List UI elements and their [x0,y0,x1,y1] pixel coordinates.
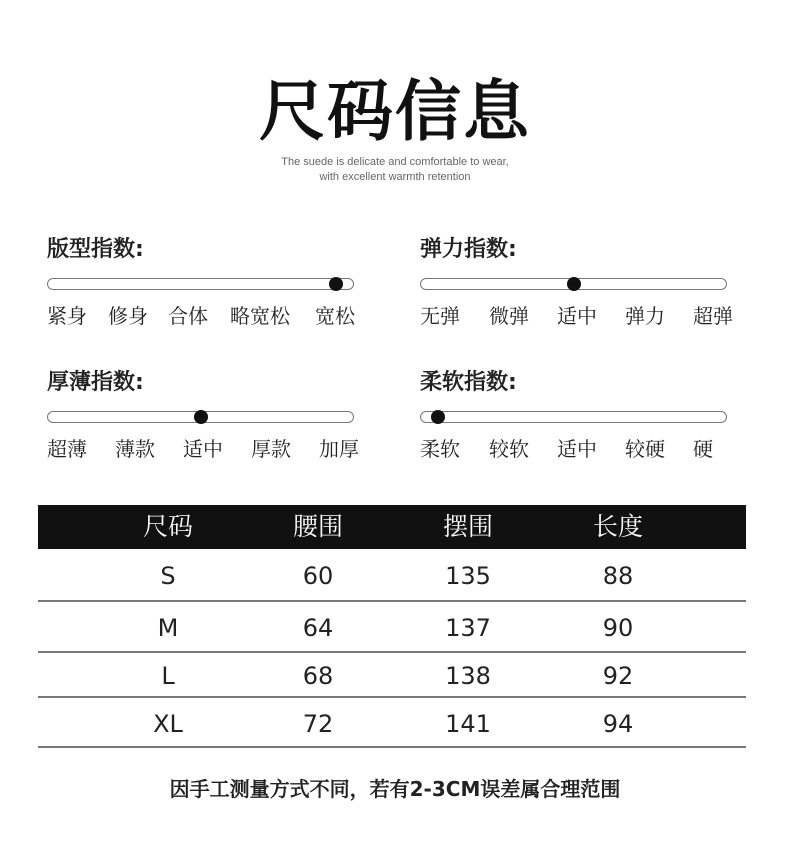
elasticity-option: 弹力 [625,304,665,328]
elasticity-index [420,234,740,328]
thickness-option: 加厚 [319,437,359,461]
elasticity-option: 适中 [557,304,597,328]
header-size: 尺码 [142,512,193,541]
table-row [38,653,746,698]
fit-option: 宽松 [315,304,355,328]
cell-waist: 64 [302,614,334,642]
table-row [38,549,746,602]
page-title: 尺码信息 [259,73,531,150]
measurement-note: 因手工测量方式不同，若有2-3CM误差属合理范围 [169,777,621,801]
cell-hem: 138 [445,662,491,690]
softness-index [420,367,740,461]
cell-length: 88 [602,562,634,590]
cell-length: 90 [602,614,634,642]
cell-waist: 60 [302,562,334,590]
cell-length: 94 [602,710,634,738]
softness-option: 硬 [693,437,713,461]
elasticity-index-options [420,300,740,328]
cell-hem: 137 [445,614,491,642]
elasticity-index-marker [567,277,581,291]
fit-index-options [47,300,367,328]
thickness-option: 厚款 [251,437,291,461]
softness-option: 柔软 [420,437,460,461]
elasticity-option: 超弹 [693,304,733,328]
fit-index-scale [47,278,354,290]
thickness-index [47,367,367,461]
header-waist: 腰围 [292,512,343,541]
fit-option: 合体 [168,304,208,328]
softness-option: 较硬 [625,437,665,461]
softness-index-track [420,411,727,423]
softness-option: 较软 [489,437,529,461]
elasticity-index-scale [420,278,727,290]
thickness-index-label: 厚薄指数: [47,370,144,395]
cell-size: S [160,562,176,590]
fit-index-marker [329,277,343,291]
cell-waist: 68 [302,662,334,690]
thickness-index-options [47,433,367,461]
size-table [38,505,746,748]
cell-size: M [157,614,179,642]
header-hem: 摆围 [442,512,493,541]
cell-size: XL [153,710,183,738]
softness-index-scale [420,411,727,423]
thickness-option: 薄款 [115,437,155,461]
cell-size: L [161,662,175,690]
elasticity-option: 微弹 [489,304,529,328]
header-length: 长度 [592,512,643,541]
fit-option: 紧身 [47,304,87,328]
thickness-option: 适中 [183,437,223,461]
thickness-index-marker [194,410,208,424]
elasticity-index-label: 弹力指数: [420,237,517,262]
fit-option: 修身 [108,304,148,328]
subtitle [0,155,790,185]
thickness-index-scale [47,411,354,423]
softness-index-label: 柔软指数: [420,370,517,395]
thickness-option: 超薄 [47,437,87,461]
elasticity-option: 无弹 [420,304,460,328]
cell-length: 92 [602,662,634,690]
cell-hem: 141 [445,710,491,738]
cell-hem: 135 [445,562,491,590]
softness-option: 适中 [557,437,597,461]
cell-waist: 72 [302,710,334,738]
fit-option: 略宽松 [230,304,290,328]
fit-index-track [47,278,354,290]
table-row [38,602,746,653]
softness-index-options [420,433,740,461]
subtitle-line-1: The suede is delicate and comfortable to wear, [281,156,509,168]
fit-index [47,234,367,328]
table-row [38,698,746,748]
size-table-header [38,505,746,549]
fit-index-label: 版型指数: [47,237,144,262]
subtitle-line-2: with excellent warmth retention [319,171,471,183]
